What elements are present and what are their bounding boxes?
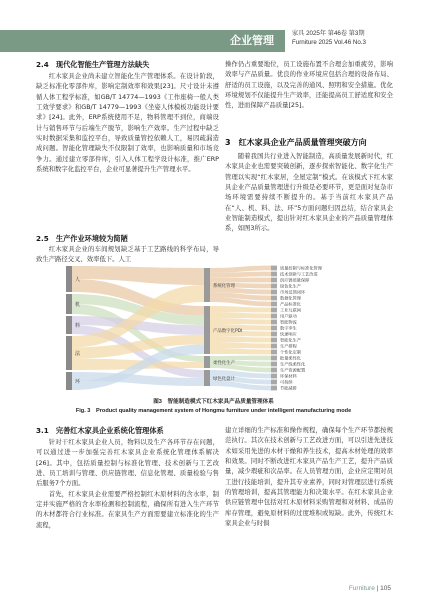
sankey-right-node: [271, 272, 277, 277]
sankey-right-label: 快速响应: [280, 331, 297, 337]
journal-info: [292, 30, 366, 47]
heading-3: 3 红木家具企业产品质量管理突破方向: [225, 138, 367, 147]
sankey-right-label: 用户驱动: [280, 313, 297, 319]
sankey-right-label: 批量柔性化: [280, 355, 301, 361]
sankey-right-node: [271, 380, 277, 385]
paragraph: 红木家具企业尚未建立智能化生产管理体系。在设计阶段，缺乏标准化零部件库，影响定制效率和效果[23]。尺寸设计未遵循人体工程学标准，如GB/T 14774—1993《工作座椅一般人类工效学要求》和GB/T 14779—1993《坐姿人体模板功能设计要求》[24]。此外，ERP系统使用不足，物料管理不到位，商端设计与销售环节与后端生产脱节，影响生产效率。生产过程中缺乏实时数据采集和监控平台，导致质量管控依赖人工，易因疏漏造成问题。智能化管理缺失不仅限制了效率，也影响质量和市场竞争力。通过建立零部件库，引入人体工程学设计标准，推广ERP系统和数字化监控平台，企业可显著提升生产管理水平。: [36, 73, 219, 174]
sankey-right-node: [271, 320, 277, 325]
sankey-right-label: 数字孪生: [280, 325, 297, 331]
page-footer: Furniture | 105: [348, 585, 391, 592]
sankey-mid-node: [204, 306, 210, 354]
sankey-flow: [210, 312, 271, 318]
sankey-right-label: 数据化管理: [280, 295, 301, 301]
figure-caption-cn: 图3 智能制造模式下红木家具产品质量管理体系: [153, 399, 274, 405]
sankey-left-node: [66, 336, 72, 370]
sankey-right-node: [271, 344, 277, 349]
section-title: 企业管理: [230, 34, 274, 47]
sankey-right-label: 节能减排: [280, 385, 297, 391]
sankey-left-label: 法: [75, 351, 81, 357]
sankey-right-label: 产品标准化: [280, 301, 301, 307]
paragraph: 红木家具企业的车间规划缺乏基于工艺路线的科学布局，导致生产路径交叉、效率低下。人工: [36, 246, 219, 264]
right-top-body-2: [225, 152, 393, 235]
sankey-left-node: [66, 266, 72, 292]
sankey-flow: [210, 348, 271, 354]
sankey-right-node: [271, 308, 277, 313]
sankey-right-label: 供应链质量保障: [280, 277, 310, 283]
sankey-right-node: [271, 332, 277, 337]
sankey-flow: [210, 342, 271, 348]
sankey-left-node: [66, 372, 72, 390]
sankey-right-node: [271, 278, 277, 283]
sankey-mid-node: [204, 370, 210, 386]
sankey-left-label: 人: [75, 277, 81, 283]
sankey-right-node: [271, 350, 277, 355]
sankey-right-label: 可持续: [280, 379, 293, 385]
sankey-right-node: [271, 326, 277, 331]
sankey-left-label: 料: [75, 323, 81, 329]
sankey-right-label: 市场反馈闭环: [280, 289, 306, 295]
sankey-mid-node: [204, 268, 210, 302]
sankey-mid-label: 系统化管理: [213, 284, 235, 289]
heading-3-1: 3.1 完善红木家具企业系统化管理体系: [36, 426, 164, 435]
sankey-flows: [72, 266, 271, 391]
sankey-right-label: 智能物流: [280, 319, 297, 325]
sankey-flow: [210, 306, 271, 312]
right-top-body: [225, 60, 393, 112]
sankey-right-label: 生产线柔性化: [280, 361, 306, 367]
paragraph: 针对干红木家具企业人员，物料以及生产各环节存在问题，可以通过进一步加强完善红木家具企业系统化管理体系解决[26]。其中，包括质量控制与标准化管理、技术创新与工艺改进、员工培训与管理、供应链管理、信息化管理、质量检验与售后服务7个方面。: [36, 439, 219, 488]
sankey-right-node: [271, 362, 277, 367]
sankey-mid-node: [204, 356, 210, 368]
sankey-flow: [210, 356, 271, 361]
sankey-right-label: 环保材料: [280, 373, 297, 379]
sankey-figure: [66, 264, 366, 392]
sankey-right-node: [271, 368, 277, 373]
sankey-right-node: [271, 302, 277, 307]
sankey-right-label: 工业互联网: [280, 307, 301, 313]
sankey-right-node: [271, 356, 277, 361]
sankey-right-node: [271, 290, 277, 295]
sankey-mid-label: 绿色化盘计: [213, 377, 235, 382]
sankey-left-label: 环: [75, 379, 81, 385]
sankey-right-label: 质量控制与标准化管理: [280, 265, 322, 271]
sankey-left-node: [66, 294, 72, 314]
sankey-right-node: [271, 284, 277, 289]
sankey-right-node: [271, 266, 277, 271]
paragraph: 首先，红木家具企业需要严格控制红木原材料的含水率，制定并实施严格的含水率检测和控制流程，确保所有进入生产环节的木材都符合行业标准。在家具生产方面需要建立标准化的生产流程，: [36, 490, 219, 529]
sankey-right-node: [271, 374, 277, 379]
sankey-right-label: 绿色化生产: [280, 283, 301, 289]
sankey-mid-label: 产品数字化PDI: [213, 329, 243, 334]
sankey-right-label: 技术创新与工艺改进: [280, 271, 318, 277]
sankey-right-node: [271, 338, 277, 343]
sankey-flow: [210, 278, 271, 283]
page-number: 105: [380, 585, 391, 592]
sankey-right-node: [271, 314, 277, 319]
paragraph: 随着我国共行业进入智能制造，高质量发展新时代，红木家具企业也需要突破创新，逐步探索智能化、数字化生产管理以实现“红木家居，全屋定制”模式。在该模式下红木家具企业产品质量管理进行升级是必要环节，更是面对复杂市场环境需要持续不断提升的。基于当前红木家具产品在“人、机、料、法、环”5方面问题归因总结，结合家具企业智能制造模式，提出针对红木家具企业的产品质量管理体系，如图3所示。: [225, 153, 393, 233]
sankey-right-label: 生产排程: [280, 343, 297, 349]
sankey-right-label: 个性化定制: [280, 349, 301, 355]
sankey-left-node: [66, 316, 72, 334]
sankey-mid-label: 柔性化生产: [213, 361, 235, 366]
paragraph: 建立详细的生产标准和操作规程，确保每个生产环节都按规范执行。其次在技术创新与工艺改进方面，可以引进先进技术如采用先进的木材干燥和养生技术，提高木材处理的效率和效果。同时不断改进红木家具产品生产工艺，提升产品质量，减少瑕疵和次品率。在人员管理方面，企业应定期对员工进行技能培训，提升其专业素养，同时对管理层进行系统的管理培训，提高其管理能力和决策水平。在红木家具企业供应链管理中包括对红木原材料采购管理和对材料、成品的库存管理，避免原材料的过度堆积或短缺。此外，传统红木家具企业与时俱: [225, 427, 393, 528]
figure-caption-en: Fig. 3 Product quality management system of Hongmu furniture under intelligent manufacturing mode: [75, 408, 352, 414]
paragraph: 操作仍占重要地位，员工设施布置不合理会加重疲劳，影响效率与产品质量。优良的作业环境应包括合理的设备布局、舒适的员工设施，以及完善的通风、照明和安全措施。优化环境规划不仅能提升生产效率，还能提高员工舒适度和安全性，进而保障产品质量[25]。: [225, 61, 393, 110]
sankey-flow: [210, 336, 271, 342]
sankey-right-node: [271, 296, 277, 301]
footer-label: Furniture: [348, 585, 375, 592]
sankey-right-label: 生产资源配置: [280, 367, 306, 373]
left-top-body-2: [36, 245, 219, 266]
sankey-right-label: 智能化生产: [280, 337, 301, 343]
left-top-body: [36, 72, 219, 175]
sankey-flow: [210, 318, 271, 324]
sankey-right-node: [271, 386, 277, 391]
heading-2-4: 2.4 现代化智能生产管理方法缺失: [36, 60, 150, 69]
left-bottom-body: [36, 438, 219, 531]
sankey-left-label: 机: [75, 302, 81, 308]
journal-en: Furniture 2025 Vol.46 No.3: [292, 38, 366, 46]
journal-cn: 家具 2025年 第46卷 第3期: [292, 30, 365, 37]
right-bottom-body: [225, 426, 393, 529]
heading-2-5: 2.5 生产作业环境较为简陋: [36, 234, 128, 243]
